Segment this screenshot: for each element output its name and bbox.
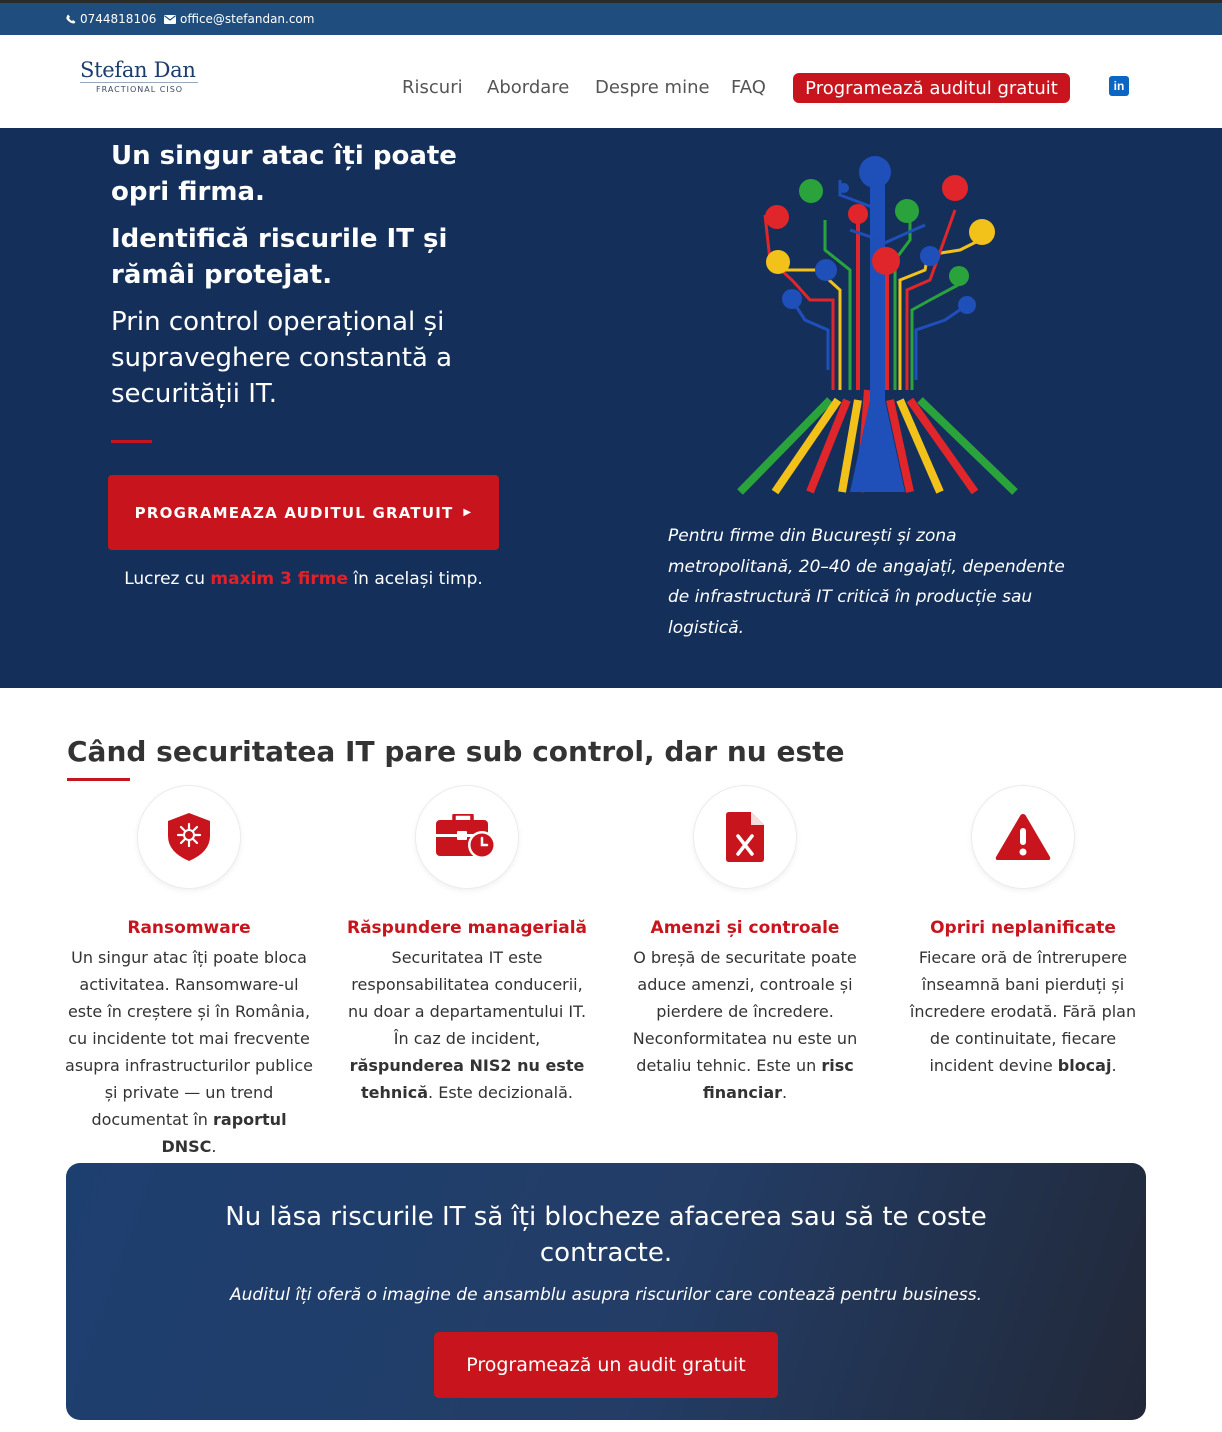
problem-card-raspundere — [342, 785, 592, 1106]
card-text-bold: răspunderea NIS2 nu este tehnică — [349, 1056, 585, 1102]
briefcase-clock-icon — [436, 814, 498, 860]
cta-banner — [66, 1163, 1146, 1420]
linkedin-icon[interactable]: in — [1109, 76, 1129, 96]
card-text-body: Fiecare oră de întrerupere înseamnă bani pierduți și încredere erodată. Fără plan de continuitate, fiecare incident devine — [909, 948, 1137, 1075]
card-text — [898, 944, 1148, 1079]
logo-name: Stefan Dan — [80, 58, 196, 82]
card-text — [64, 944, 314, 1160]
card-title: Amenzi și controale — [650, 918, 840, 938]
card-text-body: O breșă de securitate poate aduce amenzi, controale și pierdere de încredere. Neconformitatea nu este un detaliu tehnic. Este un — [632, 948, 858, 1075]
cta-title: Nu lăsa riscurile IT să îți blocheze afacerea sau să te coste contracte. — [225, 1202, 987, 1268]
card-text-bold: blocaj — [1057, 1056, 1112, 1075]
nav-faq[interactable]: FAQ — [731, 77, 766, 98]
top-bar — [0, 0, 1222, 35]
file-excel-icon — [726, 812, 764, 862]
problem-card-amenzi — [620, 785, 870, 1106]
hero-audit-button[interactable] — [108, 475, 499, 550]
hero-divider — [111, 440, 152, 443]
hero-note-before: Lucrez cu — [124, 569, 211, 589]
hero-note-after: în același timp. — [348, 569, 483, 589]
hero-target-audience: Pentru firme din București și zona metropolitană, 20–40 de angajați, dependente de infrastructură IT critică în producție sau logistică. — [668, 526, 1065, 638]
card-text-body: Securitatea IT este responsabilitatea conducerii, nu doar a departamentului IT. În caz de incident, — [347, 948, 587, 1048]
card-text-bold: raportul DNSC — [161, 1110, 287, 1156]
logo-subtitle: FRACTIONAL CISO — [96, 85, 184, 94]
phone-number: 0744818106 — [80, 12, 157, 26]
hero-section — [0, 128, 1222, 688]
shield-virus-icon — [166, 812, 212, 862]
caret-right-icon: ▶ — [463, 507, 473, 518]
hero-title-3: Prin control operațional și supraveghere constantă a securității IT. — [111, 307, 453, 409]
card-text-body: Un singur atac îți poate bloca activitatea. Ransomware-ul este în creștere și în România, cu incidente tot mai frecvente asupra infrastructurilor publice și private — un trend documentat în — [65, 948, 313, 1129]
phone-contact[interactable] — [66, 12, 156, 26]
card-title: Opriri neplanificate — [930, 918, 1116, 938]
icon-circle — [137, 785, 241, 889]
site-logo[interactable] — [80, 57, 208, 101]
hero-note-highlight: maxim 3 firme — [210, 569, 349, 589]
warning-icon — [995, 813, 1051, 861]
icon-circle — [971, 785, 1075, 889]
nav-despre-mine[interactable]: Despre mine — [595, 77, 710, 98]
problem-card-opriri — [898, 785, 1148, 1079]
cta-audit-button[interactable]: Programează un audit gratuit — [434, 1332, 778, 1398]
site-header — [0, 35, 1222, 128]
card-text-end: . — [782, 1083, 788, 1102]
card-text-end: . Este decizională. — [428, 1083, 574, 1102]
card-text-end: . — [211, 1137, 217, 1156]
icon-circle — [693, 785, 797, 889]
problems-title: Când securitatea IT pare sub control, dar nu este — [67, 735, 845, 768]
card-title: Ransomware — [127, 918, 251, 938]
card-text-end: . — [1111, 1056, 1117, 1075]
envelope-icon — [164, 15, 176, 24]
nav-audit-button[interactable]: Programează auditul gratuit — [793, 73, 1070, 103]
nav-riscuri[interactable]: Riscuri — [402, 77, 463, 98]
card-title: Răspundere managerială — [346, 918, 588, 938]
phone-icon — [66, 14, 76, 24]
circuit-tree-illustration — [730, 150, 1030, 495]
card-text-bold: risc financiar — [702, 1056, 854, 1102]
email-contact[interactable] — [164, 12, 314, 26]
logo-divider — [80, 82, 198, 83]
icon-circle — [415, 785, 519, 889]
hero-audit-button-label: PROGRAMEAZA AUDITUL GRATUIT — [134, 503, 454, 522]
card-text — [620, 944, 870, 1106]
cta-subtitle: Auditul îți oferă o imagine de ansamblu asupra riscurilor care contează pentru business. — [229, 1285, 983, 1305]
nav-abordare[interactable]: Abordare — [487, 77, 570, 98]
hero-title-2: Identifică riscurile IT și rămâi protejat. — [111, 224, 448, 290]
hero-note — [108, 569, 499, 589]
problem-card-ransomware — [64, 785, 314, 1160]
card-text — [342, 944, 592, 1106]
email-address: office@stefandan.com — [180, 12, 315, 26]
hero-title-1: Un singur atac îți poate opri firma. — [111, 141, 457, 207]
problems-divider — [67, 778, 130, 781]
